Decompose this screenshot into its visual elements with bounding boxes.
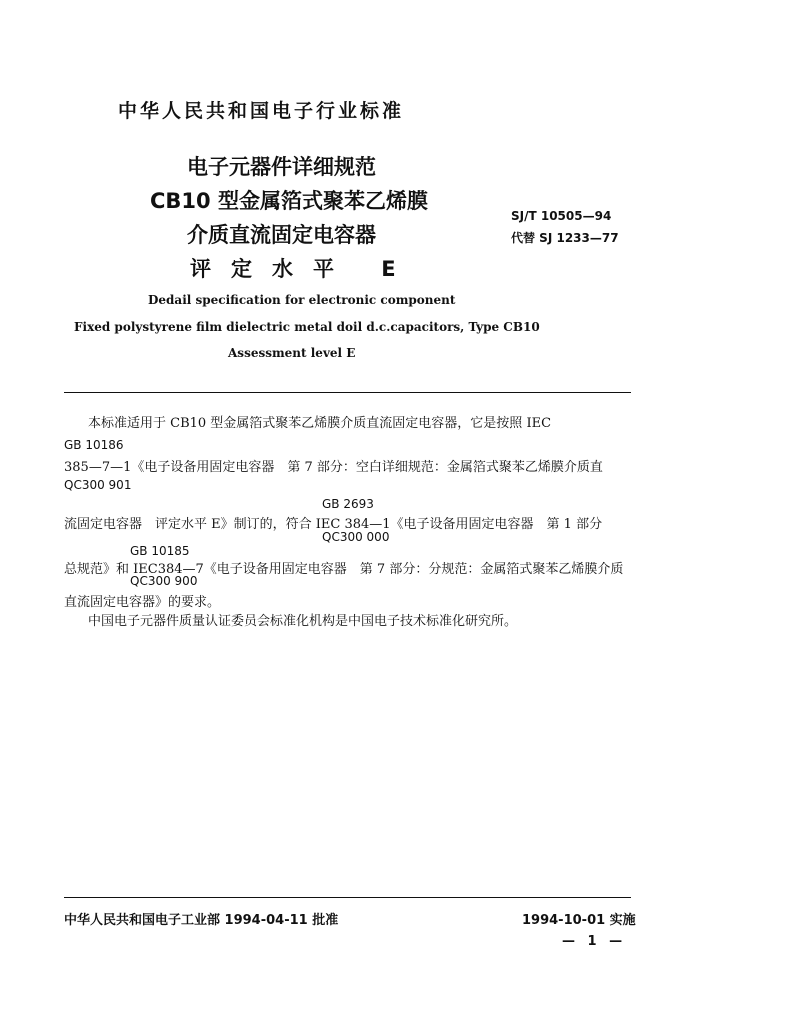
ref-gb-2693: GB 2693	[322, 497, 374, 511]
footer-divider	[64, 897, 631, 898]
ref-gb-10185: GB 10185	[130, 544, 190, 558]
ref-qc300-000: QC300 000	[322, 530, 390, 544]
title-line-1: 电子元器件详细规范	[187, 155, 376, 179]
ref-qc300-901: QC300 901	[64, 478, 132, 492]
para-1-line-4: 总规范》和 IEC384—7《电子设备用固定电容器 第 7 部分：分规范：金属箔式聚苯乙烯膜介质	[64, 562, 624, 577]
para-1-line-1: 本标准适用于 CB10 型金属箔式聚苯乙烯膜介质直流固定电容器，它是按照 IEC	[88, 416, 552, 431]
title-line-4: 评定水平 E	[190, 257, 416, 281]
title-line-3: 介质直流固定电容器	[187, 223, 376, 247]
header-divider	[64, 392, 631, 393]
ref-qc300-900: QC300 900	[130, 574, 198, 588]
title-line-2: CB10 型金属箔式聚苯乙烯膜	[150, 189, 428, 213]
replaces-standard: 代替 SJ 1233—77	[511, 231, 619, 245]
approval-date: 中华人民共和国电子工业部 1994-04-11 批准	[64, 913, 339, 928]
para-2: 中国电子元器件质量认证委员会标准化机构是中国电子技术标准化研究所。	[88, 614, 518, 629]
page-number: — 1 —	[562, 934, 627, 949]
standard-number: SJ/T 10505—94	[511, 209, 612, 223]
para-1-line-2: 385—7—1《电子设备用固定电容器 第 7 部分：空白详细规范：金属箔式聚苯乙烯膜介质直	[64, 460, 603, 475]
para-1-line-3: 流固定电容器 评定水平 E》制订的，符合 IEC 384—1《电子设备用固定电容器 第 1 部分	[64, 517, 603, 532]
para-1-line-5: 直流固定电容器》的要求。	[64, 595, 221, 610]
english-title-line-2: Fixed polystyrene film dielectric metal doil d.c.capacitors, Type CB10	[74, 320, 540, 334]
english-title-line-3: Assessment level E	[228, 346, 356, 360]
english-title-line-1: Dedail specification for electronic component	[148, 293, 456, 307]
implementation-date: 1994-10-01 实施	[522, 913, 636, 928]
issuing-body-header: 中华人民共和国电子行业标准	[118, 100, 405, 122]
ref-gb-10186: GB 10186	[64, 438, 124, 452]
